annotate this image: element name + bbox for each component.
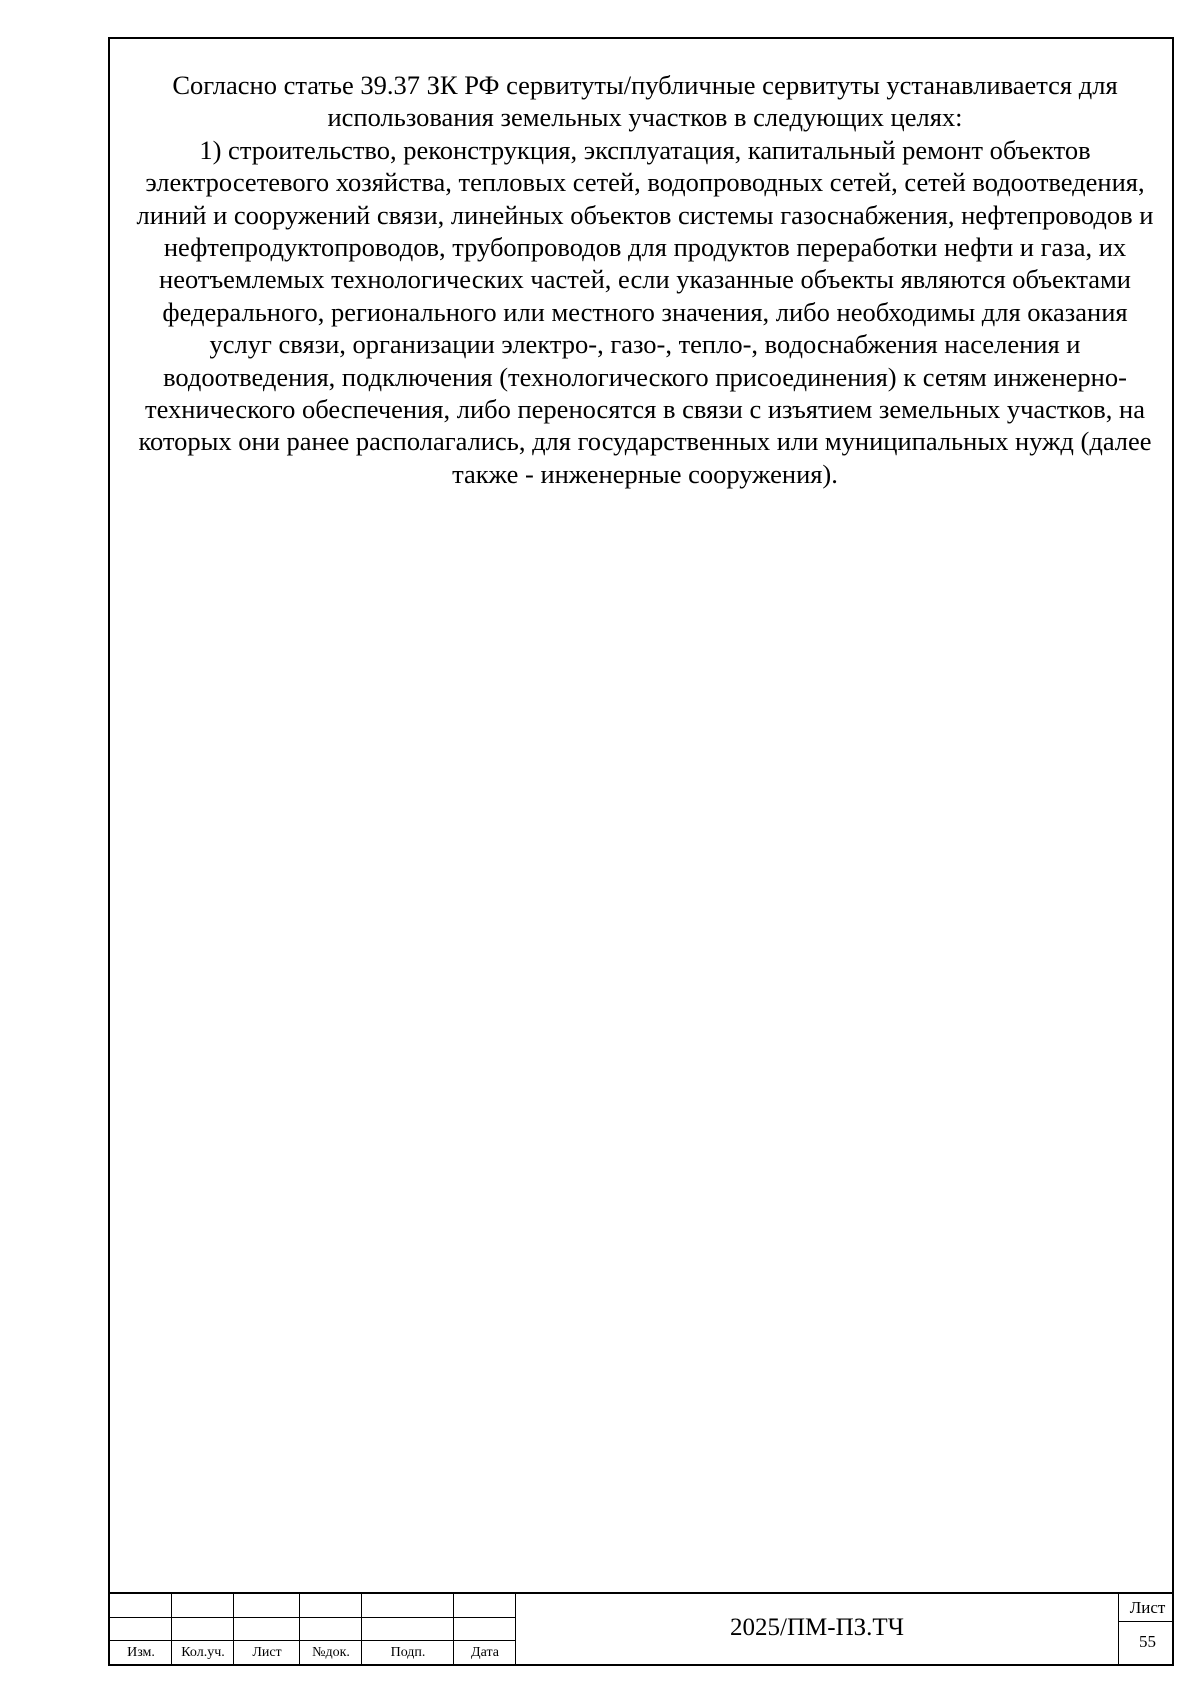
item-1-paragraph: 1) строительство, реконструкция, эксплуатация, капитальный ремонт объектов электросетевого хозяйства, тепловых сетей, водопроводных сетей, сетей водоотведения, линий и сооружений связи, линейных объектов системы газоснабжения, нефтепроводов и нефтепродуктопроводов, трубопроводов для продуктов переработки нефти и газа, их неотъемлемых технологических частей, если указанные объекты являются объектами федерального, регионального или местного значения, либо необходимы для оказания услуг связи, организации электро-, газо-, тепло-, водоснабжения населения и водоотведения, подключения (технологического присоединения) к сетям инженерно-технического обеспечения, либо переносятся в связи с изъятием земельных участков, на которых они ранее располагались, для государственных или муниципальных нужд (далее также - инженерные сооружения). — [136, 134, 1154, 489]
sheet-number: 55 — [1139, 1632, 1156, 1651]
intro-paragraph: Согласно статье 39.37 ЗК РФ сервитуты/публичные сервитуты устанавливается для использования земельных участков в следующих целях: — [172, 70, 1118, 133]
header-data: Дата — [471, 1645, 499, 1660]
sheet-label: Лист — [1129, 1598, 1166, 1617]
title-block — [110, 1592, 1172, 1664]
document-code: 2025/ПМ-ПЗ.ТЧ — [730, 1614, 904, 1641]
header-list: Лист — [252, 1645, 282, 1660]
document-body — [132, 69, 1158, 490]
grid-row-line-2 — [110, 1640, 516, 1641]
header-ndok: №док. — [312, 1645, 350, 1660]
grid-row-line-1 — [110, 1617, 516, 1618]
page-frame — [108, 37, 1174, 1666]
header-izm: Изм. — [127, 1645, 155, 1660]
header-podp: Подп. — [390, 1645, 426, 1660]
sheet-box-divider — [1118, 1594, 1119, 1664]
header-kol-uch: Кол.уч. — [181, 1645, 225, 1660]
sheet-box-line — [1118, 1621, 1174, 1622]
